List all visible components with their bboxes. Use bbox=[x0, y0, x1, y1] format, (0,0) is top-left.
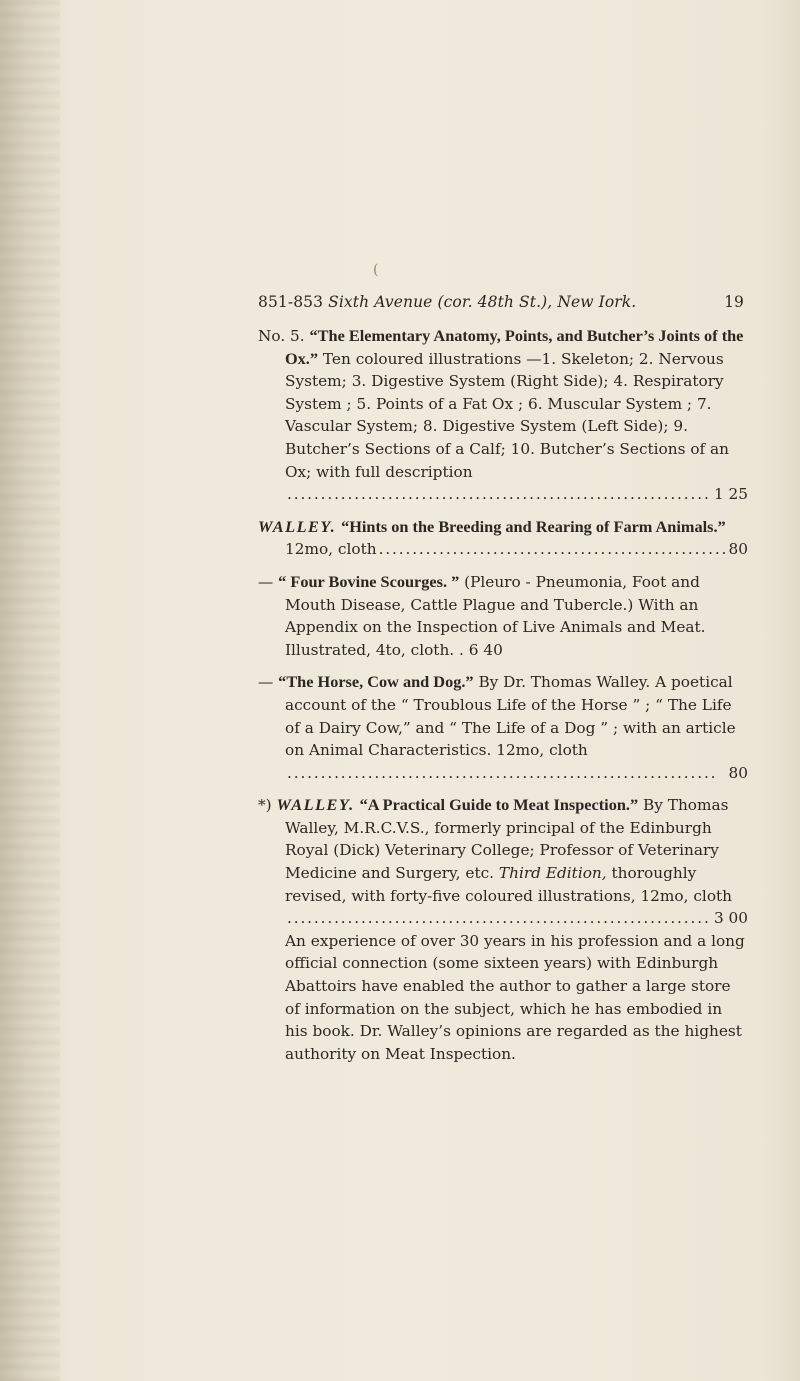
catalog-entry bbox=[258, 325, 748, 506]
entry-description: Ten coloured illustrations —1. Skeleton; 2. Nervous System; 3. Digestive System (Right Side); 4. Respiratory System ; 5. Points of a Fat Ox ; 6. Muscular System ; 7. Vascular System; 8. Digestive System (Left Side); 9. Butcher’s Sections of a Calf; 10. Butcher’s Sections of an Ox; with full description bbox=[285, 349, 730, 481]
header-address-street: Sixth Avenue (cor. 48th St.), New Iork. bbox=[328, 293, 637, 311]
entry-price: 6 40 bbox=[468, 640, 503, 659]
entry-dash: — bbox=[258, 572, 274, 591]
header-address-number: 851-853 bbox=[258, 293, 324, 311]
entry-price: 80 bbox=[728, 763, 748, 782]
entry-description: 12mo, cloth bbox=[285, 540, 377, 559]
dot-leader bbox=[287, 762, 727, 785]
entry-text bbox=[258, 671, 748, 761]
entry-note: An experience of over 30 years in his profession and a long official connection (some sixteen years) with Edinburgh Abattoirs have enabled the author to gather a large store of information on the subject, which he has embodied in his book. Dr. Walley’s opinions are regarded as the highest authority on Meat Inspection. bbox=[285, 931, 745, 1063]
entry-description: By Dr. Thomas Walley. A poetical account of the “ Troublous Life of the Horse ” ; “ The Life of a Dairy Cow,” and “ The Life of a Dog ” ; with an article on Animal Characteristics. 12mo, cloth bbox=[285, 673, 736, 760]
stray-mark: ( bbox=[373, 262, 379, 278]
entry-description-cont: thoroughly revised, with forty-five coloured illustrations, 12mo, cloth bbox=[285, 864, 733, 905]
entry-price-row bbox=[258, 483, 748, 506]
entry-title: “The Elementary Anatomy, Points, and Butcher’s Joints of the Ox.” bbox=[285, 326, 744, 368]
entry-number: No. 5. bbox=[258, 327, 305, 345]
entry-dash: — bbox=[258, 673, 274, 692]
dot-leader bbox=[287, 483, 712, 506]
dot-leader bbox=[287, 907, 712, 930]
entry-price: 3 00 bbox=[713, 909, 748, 928]
entry-edition: Third Edition, bbox=[498, 864, 607, 883]
entry-text bbox=[258, 325, 748, 483]
entry-price-row bbox=[258, 907, 748, 930]
entry-description: (Pleuro - Pneumonia, Foot and Mouth Disease, Cattle Plague and Tubercle.) With an Appendix on the Inspection of Live Animals and Meat. Illustrated, 4to, cloth. bbox=[285, 572, 706, 659]
entry-text bbox=[258, 571, 748, 661]
catalog-entry bbox=[258, 516, 748, 561]
header-address bbox=[258, 293, 636, 311]
entry-title: “ Four Bovine Scourges. ” bbox=[278, 571, 460, 591]
entry-author: WALLEY. bbox=[276, 795, 355, 815]
running-header bbox=[258, 293, 744, 311]
catalog-entry bbox=[258, 571, 748, 661]
page-edge-shadow bbox=[0, 0, 60, 1381]
entry-price-row bbox=[258, 538, 748, 561]
entry-title: “The Horse, Cow and Dog.” bbox=[278, 672, 474, 692]
entry-title: “A Practical Guide to Meat Inspection.” bbox=[359, 795, 639, 815]
entry-asterisk: *) bbox=[258, 796, 272, 815]
catalog-entry bbox=[258, 671, 748, 784]
dot-leader bbox=[379, 538, 727, 561]
page-number: 19 bbox=[724, 293, 744, 311]
dot-leader-short: . bbox=[459, 640, 464, 659]
entry-price: 1 25 bbox=[713, 485, 748, 504]
entry-text bbox=[258, 794, 748, 907]
catalog-entry bbox=[258, 794, 748, 1065]
entry-price: 80 bbox=[728, 540, 748, 559]
entry-text bbox=[258, 516, 748, 539]
entry-author: WALLEY. bbox=[258, 516, 337, 536]
entry-description: By Thomas Walley, M.R.C.V.S., formerly principal of the Edinburgh Royal (Dick) Veterinary College; Professor of Veterinary Medicine and Surgery, etc. bbox=[285, 796, 729, 883]
entry-title: “Hints on the Breeding and Rearing of Farm Animals.” bbox=[341, 516, 726, 536]
catalog-listing bbox=[258, 325, 748, 1065]
entry-price-row bbox=[258, 762, 748, 785]
